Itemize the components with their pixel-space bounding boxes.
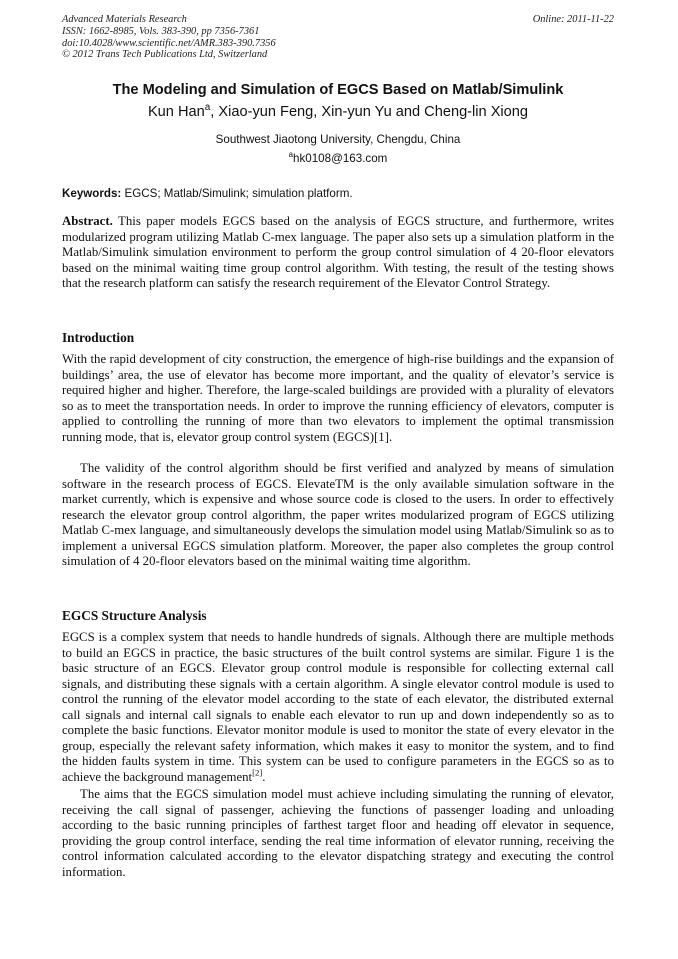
- section-heading-structure: EGCS Structure Analysis: [62, 608, 207, 623]
- journal-header: [62, 14, 614, 61]
- email-line: [62, 152, 614, 165]
- structure-paragraph-1-end: .: [262, 769, 266, 784]
- keywords: [62, 187, 614, 200]
- paper-title: The Modeling and Simulation of EGCS Based on Matlab/Simulink: [112, 82, 564, 98]
- email-address[interactable]: hk0108@163.com: [293, 152, 388, 165]
- keywords-text: EGCS; Matlab/Simulink; simulation platform.: [121, 187, 353, 200]
- author-list: [62, 104, 614, 120]
- structure-paragraph-1-text: EGCS is a complex system that needs to handle hundreds of signals. Although there are multiple methods to build an EGCS in practice, the basic structures of the built control systems are similar. Figure 1 is the basic structure of an EGCS. Elevator group control module is responsible for collecting external call signals, and distributing these signals with a certain algorithm. A single elevator control module is used to control the running of the elevator model according to the state of each elevator, the distributed external call signals and internal call signals to enable each elevator to run up and down independently so as to complete the basic functions. Elevator monitor module is used to monitor the state of every elevator in the group, especially the relevant safety information, which makes it easy to monitor the system, and to find the hidden faults system in time. This system can be used to configure parameters in the EGCS so as to achieve the background management: [62, 630, 614, 784]
- email-sup: a: [288, 150, 294, 160]
- abstract-text: This paper models EGCS based on the analysis of EGCS structure, and furthermore, writes modularized program utilizing Matlab C-mex language. The paper also sets up a simulation platform in the Matlab/Simulink simulation environment to perform the group control simulation of 4 20-floor elevators based on the minimal waiting time group control algorithm. With testing, the result of the testing shows that the research platform can satisfy the research requirement of the Elevator Control Strategy.: [62, 214, 614, 290]
- author-first: Kun Han: [147, 104, 205, 120]
- keywords-label: Keywords:: [62, 187, 122, 200]
- introduction-paragraph-1: With the rapid development of city construction, the emergence of high-rise buildings and the expansion of buildings’ area, the use of elevator has become more important, and the quality of elevator’s service is required higher and higher. Therefore, the large-scaled buildings are provided with a plurality of elevators so as to meet the transportation needs. In order to improve the running efficiency of elevators, computer is applied to controlling the running of more than two elevators to implement the optimal transmission running mode, that is, elevator group control system (EGCS)[1].: [62, 352, 614, 444]
- citation-ref: [2]: [252, 767, 263, 778]
- section-heading-introduction: Introduction: [62, 330, 135, 345]
- author-first-sup: a: [204, 102, 211, 114]
- abstract: [62, 214, 614, 292]
- structure-paragraph-2: The aims that the EGCS simulation model must achieve including simulating the running of elevator, receiving the call signal of passenger, achieving the functions of passenger loading and unloading according to the basic running principles of farthest target floor and heading off elevator in sequence, providing the group control interface, sending the real time information of elevator running, receiving the control information calculated according to the elevator dispatching strategy and executing the control information.: [62, 787, 614, 879]
- structure-paragraph-1: [62, 630, 614, 785]
- copyright-line: © 2012 Trans Tech Publications Ltd, Switzerland: [62, 49, 268, 61]
- journal-name: Advanced Materials Research: [62, 14, 187, 25]
- introduction-paragraph-2: The validity of the control algorithm should be first verified and analyzed by means of simulation software in the research process of EGCS. ElevateTM is the only available simulation software in the market currently, which is expensive and whose source code is closed to the users. In order to effectively research the elevator group control algorithm, the paper writes modularized program of EGCS utilizing Matlab C-mex language, and simultaneously develops the simulation model using Matlab/Simulink so as to implement a universal EGCS simulation platform. Moreover, the paper also completes the group control simulation of 4 20-floor elevators based on the minimal waiting time algorithm.: [62, 461, 614, 568]
- online-date: Online: 2011-11-22: [532, 14, 614, 25]
- abstract-label: Abstract.: [62, 214, 113, 228]
- author-rest: , Xiao-yun Feng, Xin-yun Yu and Cheng-lin Xiong: [210, 104, 529, 120]
- affiliation: Southwest Jiaotong University, Chengdu, China: [215, 133, 461, 146]
- issn-line: ISSN: 1662-8985, Vols. 383-390, pp 7356-7361: [62, 25, 260, 37]
- doi-line[interactable]: doi:10.4028/www.scientific.net/AMR.383-390.7356: [62, 37, 276, 49]
